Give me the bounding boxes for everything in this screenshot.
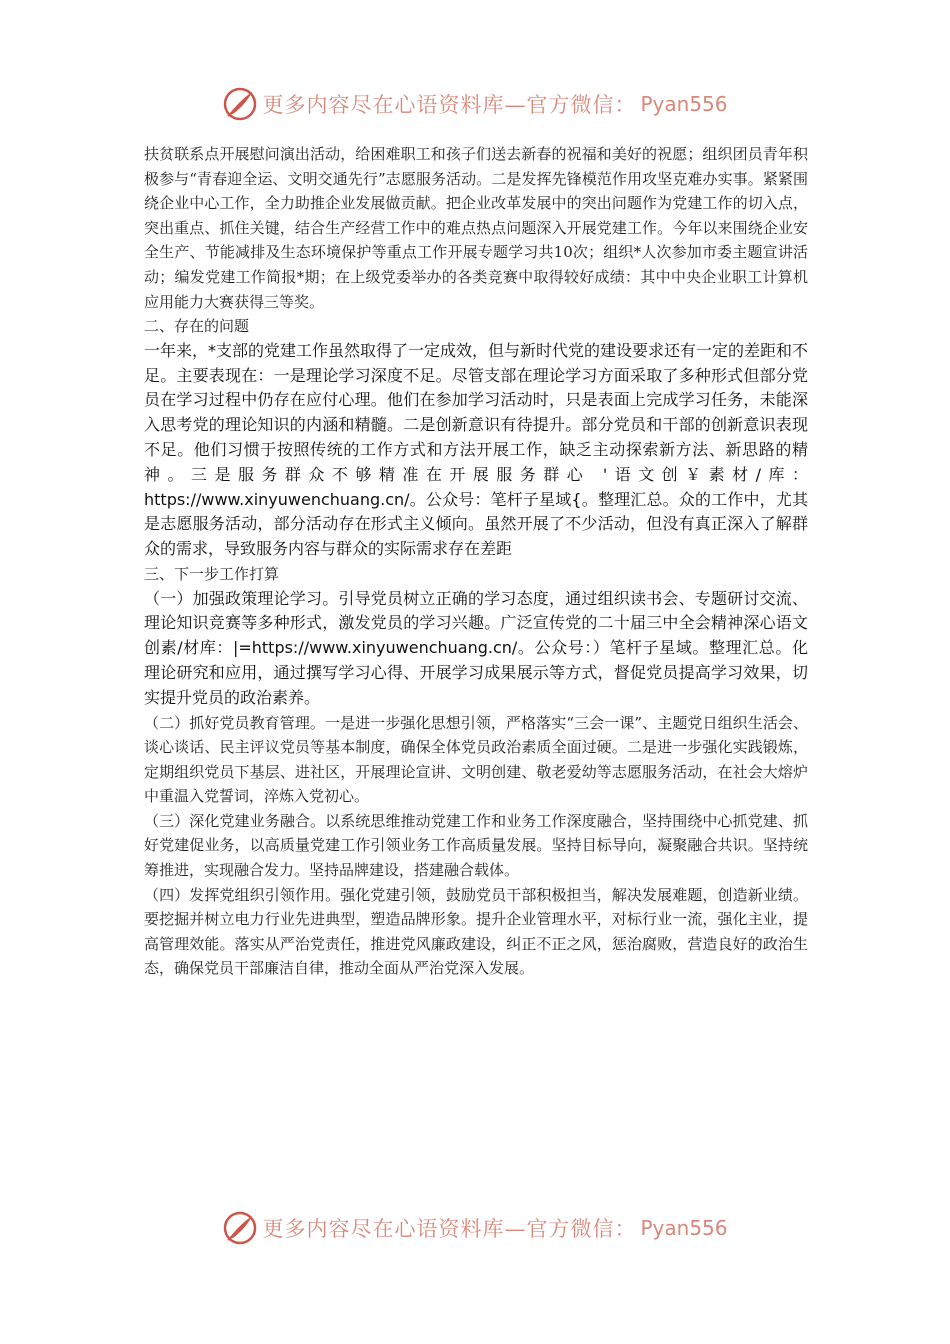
item4-paragraph: （四）发挥党组织引领作用。强化党建引领，鼓励党员干部积极担当，解决发展难题，创造新业绩。要挖掘并树立电力行业先进典型，塑造品牌形象。提升企业管理水平，对标行业一流，强化主业，提高管理效能。落实从严治党责任，推进党风廉政建设，纠正不正之风，惩治腐败，营造良好的政治生态，确保党员干部廉洁自律，推动全面从严治党深入发展。 [144,885,808,978]
footer-banner [0,1208,950,1248]
quill-logo-icon [222,1210,258,1246]
header-banner [0,84,950,124]
quill-logo-icon [222,86,258,122]
item3-paragraph: （三）深化党建业务融合。以系统思维推动党建工作和业务工作深度融合，坚持围绕中心抓党建、抓好党建促业务，以高质量党建工作引领业务工作高质量发展。坚持目标导向，凝聚融合共识。坚持统筹推进，实现融合发力。坚持品牌建设，搭建融合载体。 [144,811,808,880]
intro-paragraph: 扶贫联系点开展慰问演出活动，给困难职工和孩子们送去新春的祝福和美好的祝愿；组织团员青年积极参与“青春迎全运、文明交通先行”志愿服务活动。二是发挥先锋模范作用攻坚克难办实事。紧紧围绕企业中心工作，全力助推企业发展做贡献。把企业改革发展中的突出问题作为党建工作的切入点，突出重点、抓住关键，结合生产经营工作中的难点热点问题深入开展党建工作。今年以来围绕企业安全生产、节能减排及生态环境保护等重点工作开展专题学习共10次；组织*人次参加市委主题宣讲活动；编发党建工作简报*期；在上级党委举办的各类竞赛中取得较好成绩：其中中央企业职工计算机应用能力大赛获得三等奖。 [144,145,808,311]
item2-paragraph: （二）抓好党员教育管理。一是进一步强化思想引领，严格落实“三会一课”、主题党日组织生活会、谈心谈话、民主评议党员等基本制度，确保全体党员政治素质全面过硬。二是进一步强化实践锻炼，定期组织党员下基层、进社区，开展理论宣讲、文明创建、敬老爱幼等志愿服务活动，在社会大熔炉中重温入党誓词，淬炼入党初心。 [144,713,808,806]
header-banner-account: Pyan556 [640,92,728,116]
section3-heading: 三、下一步工作打算 [144,564,280,583]
section2-paragraph: 一年来，*支部的党建工作虽然取得了一定成效，但与新时代党的建设要求还有一定的差距和不足。主要表现在：一是理论学习深度不足。尽管支部在理论学习方面采取了多种形式但部分党员在学习过程中仍存在应付心理。他们在参加学习活动时，只是表面上完成学习任务，未能深入思考党的理论知识的内涵和精髓。二是创新意识有待提升。部分党员和干部的创新意识表现不足。他们习惯于按照传统的工作方式和方法开展工作，缺乏主动探索新方法、新思路的精神。三是服务群众不够精准在开展服务群心 '语文创￥素材/库：https://www.xinyuwenchuang.cn/。公众号：笔杆子星域{。整理汇总。众的工作中，尤其是志愿服务活动，部分活动存在形式主义倾向。虽然开展了不少活动，但没有真正深入了解群众的需求，导致服务内容与群众的实际需求存在差距 [144,340,809,559]
document-body [144,142,808,981]
header-banner-text: 更多内容尽在心语资料库—官方微信： [262,93,637,117]
section2-heading: 二、存在的问题 [144,317,250,336]
footer-banner-account: Pyan556 [640,1216,728,1240]
footer-banner-text: 更多内容尽在心语资料库—官方微信： [262,1217,637,1241]
item1-paragraph: （一）加强政策理论学习。引导党员树立正确的学习态度，通过组织读书会、专题研讨交流、理论知识竞赛等多种形式，激发党员的学习兴趣。广泛宣传党的二十届三中全会精神深心语文创素/材库：|=https://www.xinyuwenchuang.cn/。公众号：）笔杆子星域。整理汇总。化理论研究和应用，通过撰写学习心得、开展学习成果展示等方式，督促党员提高学习效果，切实提升党员的政治素养。 [144,588,808,707]
